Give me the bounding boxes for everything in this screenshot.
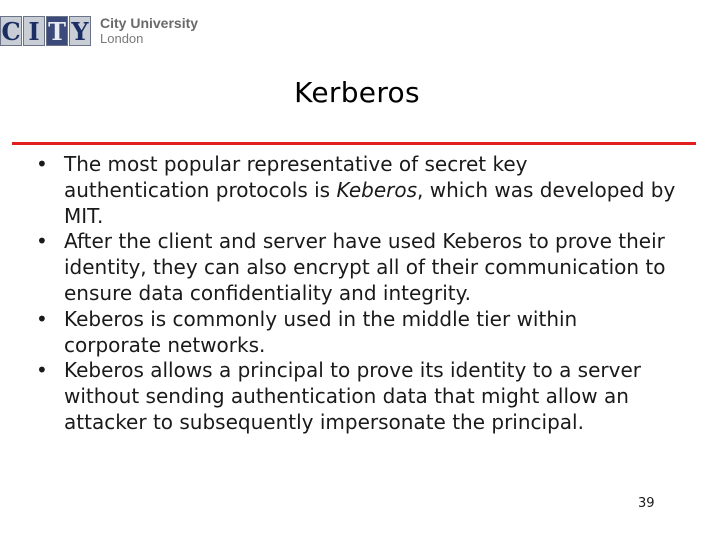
bullet-text: Keberos is commonly used in the middle tier within corporate networks.	[64, 306, 578, 357]
university-logo	[0, 14, 198, 48]
bullet-list	[36, 152, 676, 436]
title-divider	[12, 142, 696, 145]
logo-name: City University	[100, 15, 199, 31]
logo-letter-c: C	[1, 16, 21, 46]
bullet-text-tail: , which was developed by MIT.	[64, 177, 676, 228]
logo-letters	[0, 14, 92, 48]
bullet-item	[36, 152, 676, 229]
bullet-emphasis: Keberos	[336, 177, 418, 202]
bullet-text: Keberos allows a principal to prove its identity to a server without sending authentication data that might allow an attacker to subsequently impersonate the principal.	[64, 358, 641, 434]
bullet-text: The most popular representative of secret key authentication protocols is	[64, 152, 528, 202]
bullet-dot-icon: •	[36, 152, 48, 176]
bullet-dot-icon: •	[36, 306, 48, 331]
bullet-dot-icon: •	[36, 358, 48, 383]
bullet-text: After the client and server have used Keberos to prove their identity, they can also encrypt all of their communication to ensure data confidentiality and integrity.	[64, 229, 666, 305]
logo-letter-t: T	[46, 16, 68, 46]
bullet-item	[36, 229, 676, 306]
bullet-item	[36, 358, 676, 435]
bullet-dot-icon: •	[36, 229, 48, 254]
logo-text	[100, 16, 198, 46]
logo-letter-y: Y	[69, 16, 91, 46]
slide-title: Kerberos	[294, 76, 420, 109]
slide-title-container	[0, 76, 714, 109]
logo-subtitle: London	[100, 31, 144, 46]
logo-letter-i: I	[23, 16, 45, 46]
bullet-item	[36, 307, 676, 359]
page-number: 39	[638, 496, 655, 511]
